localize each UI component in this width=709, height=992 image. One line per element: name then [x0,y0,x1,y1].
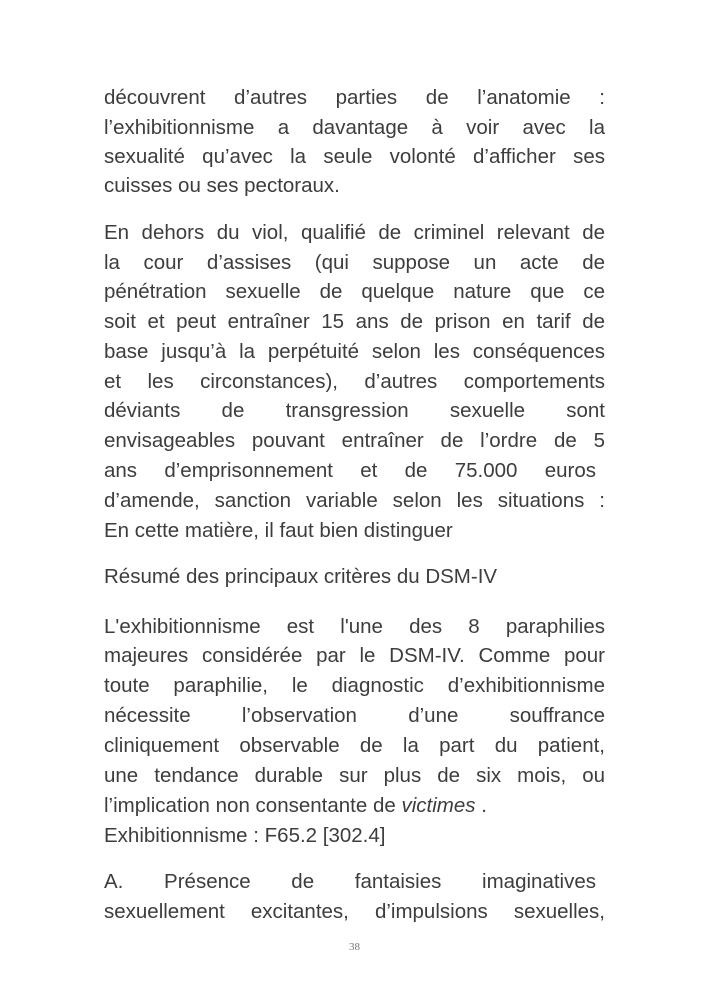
text-line: sexualité qu’avec la seule volonté d’afficher ses [104,145,605,168]
text-line: d’amende, sanction variable selon les situations : [104,489,605,512]
text-span: l’implication non consentante de [104,794,402,817]
section-heading: Résumé des principaux critères du DSM-IV [104,565,498,588]
text-line: une tendance durable sur plus de six mois, ou [104,764,605,787]
text-line: Exhibitionnisme : F65.2 [302.4] [104,824,386,847]
text-line: pénétration sexuelle de quelque nature que ce [104,280,605,303]
text-line: sexuellement excitantes, d’impulsions sexuelles, [104,900,605,923]
text-line: découvrent d’autres parties de l’anatomie : [104,86,605,109]
text-line: En dehors du viol, qualifié de criminel relevant de [104,221,605,244]
text-line: déviants de transgression sexuelle sont [104,399,605,422]
text-line: L'exhibitionnisme est l'une des 8 paraphilies [104,615,605,638]
text-line: l’exhibitionnisme a davantage à voir avec la [104,116,605,139]
page-number: 38 [349,941,360,953]
text-line: soit et peut entraîner 15 ans de prison en tarif de [104,310,605,333]
text-line: envisageables pouvant entraîner de l’ordre de 5 [104,429,605,452]
text-line: la cour d’assises (qui suppose un acte de [104,251,605,274]
text-line: cuisses ou ses pectoraux. [104,174,340,197]
text-line: cliniquement observable de la part du patient, [104,734,605,757]
text-line: toute paraphilie, le diagnostic d’exhibitionnisme [104,674,605,697]
italic-span: victimes [401,794,476,817]
text-line: ans d’emprisonnement et de 75.000 euros [104,459,596,482]
text-line: base jusqu’à la perpétuité selon les conséquences [104,340,605,363]
text-line: nécessite l’observation d’une souffrance [104,704,605,727]
text-line: majeures considérée par le DSM-IV. Comme pour [104,644,605,667]
text-line: A. Présence de fantaisies imaginatives [104,870,596,893]
text-line [104,791,605,821]
text-line: En cette matière, il faut bien distinguer [104,519,453,542]
text-line: et les circonstances), d’autres comportements [104,370,605,393]
text-span: . [475,794,487,817]
